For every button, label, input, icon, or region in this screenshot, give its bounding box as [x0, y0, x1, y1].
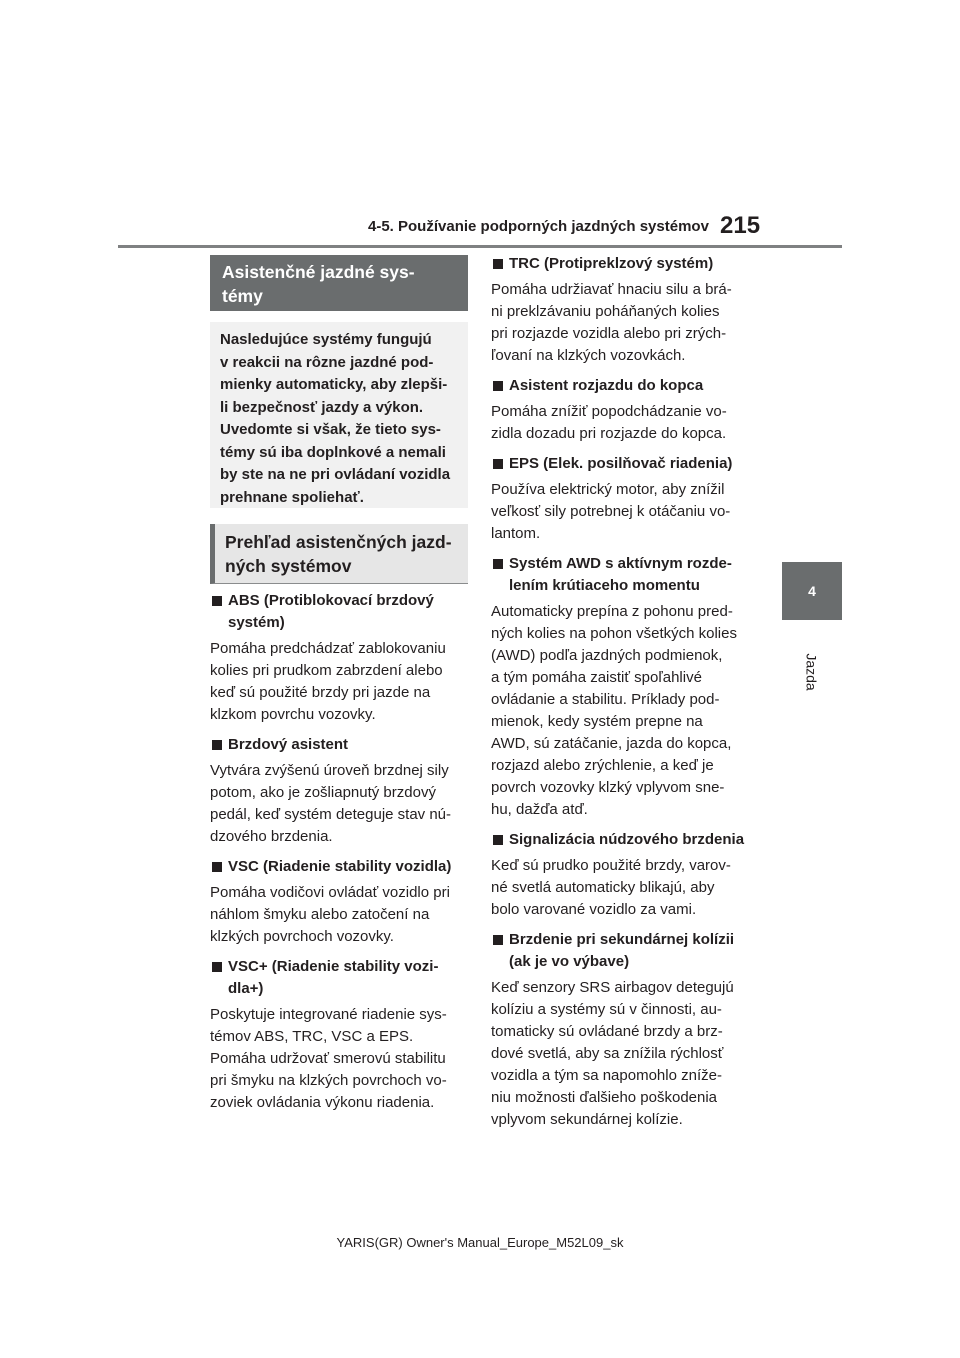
- square-bullet-icon: [493, 459, 503, 469]
- item-heading: [210, 956, 472, 1000]
- header-divider: [118, 245, 842, 248]
- item-title: EPS (Elek. posilňovač riadenia): [509, 455, 733, 472]
- square-bullet-icon: [493, 559, 503, 569]
- square-bullet-icon: [212, 862, 222, 872]
- item-body: Keď senzory SRS airbagov detegujú kolíziu a systémy sú v činnosti, au- tomaticky sú ovládané brzdy a brz- dové svetlá, aby sa znížila rýchlosť vozidla a tým sa napomohlo zníže- niu možnosti ďalšieho poškodenia vplyvom sekundárnej kolízie.: [491, 979, 734, 1128]
- chapter-number: 4: [808, 583, 816, 599]
- heading-overview-text: Prehľad asistenčných jazd- ných systémov: [225, 532, 452, 576]
- page-number: 215: [720, 212, 761, 239]
- item-body: Keď sú prudko použité brzdy, varov- né svetlá automaticky blikajú, aby bolo varované vozidlo za vami.: [491, 857, 731, 918]
- item-hill-start-assist: [491, 375, 753, 445]
- item-title: Systém AWD s aktívnym rozde- lením krútiaceho momentu: [509, 555, 732, 594]
- item-title: VSC+ (Riadenie stability vozi- dla+): [228, 958, 439, 997]
- item-emergency-brake-signal: [491, 829, 753, 921]
- item-heading: [491, 829, 753, 851]
- item-secondary-collision-brake: [491, 929, 753, 1131]
- item-title: Brzdenie pri sekundárnej kolízii (ak je vo výbave): [509, 931, 735, 970]
- item-title: Brzdový asistent: [228, 736, 349, 753]
- chapter-title-vertical: [778, 632, 846, 712]
- item-trc: [491, 253, 753, 367]
- item-body: Vytvára zvýšenú úroveň brzdnej sily potom, ako je zošliapnutý brzdový pedál, keď systém deteguje stav nú- dzového brzdenia.: [210, 762, 452, 845]
- item-body: Poskytuje integrované riadenie sys- témov ABS, TRC, VSC a EPS. Pomáha udržovať smerovú stabilitu pri šmyku na klzkých povrchoch vo- zoviek ovládania výkonu riadenia.: [210, 1006, 447, 1111]
- left-column: [210, 590, 472, 1122]
- item-heading: [491, 553, 753, 597]
- item-heading: [491, 453, 753, 475]
- chapter-number-tab: [782, 562, 842, 620]
- item-body: Pomáha udržiavať hnaciu silu a brá- ni preklzávaniu poháňaných kolies pri rozjazde vozidla alebo pri zrých- ľovaní na klzkých vozovkách.: [491, 281, 732, 364]
- chapter-title: Jazda: [803, 653, 820, 691]
- item-vsc: [210, 856, 472, 948]
- heading-overview: [210, 524, 468, 584]
- item-heading: [491, 253, 753, 275]
- item-body: Pomáha znížiť popodchádzanie vo- zidla dozadu pri rozjazde do kopca.: [491, 403, 727, 442]
- footer-manual-id: YARIS(GR) Owner's Manual_Europe_M52L09_sk: [336, 1235, 624, 1250]
- item-heading: [210, 590, 472, 634]
- item-body: Automaticky prepína z pohonu pred- ných kolies na pohon všetkých kolies (AWD) podľa jazdných podmienok, a tým pomáha zaistiť spoľahlivé ovládanie a stabilitu. Príklady pod- mienok, kedy systém prepne na AWD, sú zatáčanie, jazda do kopca, rozjazd alebo zrýchlenie, a keď je povrch vozovky klzký vplyvom sne- hu, dažďa atď.: [491, 603, 737, 818]
- intro-text: Nasledujúce systémy fungujú v reakcii na rôzne jazdné pod- mienky automaticky, aby zlepši- li bezpečnosť jazdy a výkon. Uvedomte si však, že tieto sys- témy sú iba doplnkové a nemali by ste na ne pri ovládaní vozidla prehnane spoliehať.: [220, 331, 451, 506]
- intro-box: [210, 322, 468, 508]
- heading-assist-systems: [210, 255, 468, 311]
- item-title: TRC (Protipreklzový systém): [509, 255, 714, 272]
- square-bullet-icon: [493, 935, 503, 945]
- item-heading: [210, 856, 472, 878]
- item-body: Pomáha predchádzať zablokovaniu kolies pri prudkom zabrzdení alebo keď sú použité brzdy pri jazde na klzkom povrchu vozovky.: [210, 640, 446, 723]
- heading-assist-systems-text: Asistenčné jazdné sys- témy: [222, 262, 415, 306]
- square-bullet-icon: [493, 835, 503, 845]
- item-vsc-plus: [210, 956, 472, 1114]
- square-bullet-icon: [493, 381, 503, 391]
- item-title: ABS (Protiblokovací brzdový systém): [228, 592, 434, 631]
- item-body: Používa elektrický motor, aby znížil veľkosť sily potrebnej k otáčaniu vo- lantom.: [491, 481, 731, 542]
- item-title: VSC (Riadenie stability vozidla): [228, 858, 452, 875]
- item-eps: [491, 453, 753, 545]
- square-bullet-icon: [493, 259, 503, 269]
- square-bullet-icon: [212, 596, 222, 606]
- item-heading: [491, 375, 753, 397]
- item-title: Signalizácia núdzového brzdenia: [509, 831, 745, 848]
- item-body: Pomáha vodičovi ovládať vozidlo pri náhlom šmyku alebo zatočení na klzkých povrchoch vozovky.: [210, 884, 450, 945]
- item-title: Asistent rozjazdu do kopca: [509, 377, 704, 394]
- item-awd: [491, 553, 753, 821]
- square-bullet-icon: [212, 962, 222, 972]
- section-label: 4-5. Používanie podporných jazdných systémov: [368, 218, 709, 235]
- item-brake-assist: [210, 734, 472, 848]
- item-heading: [210, 734, 472, 756]
- item-heading: [491, 929, 753, 973]
- right-column: [491, 253, 753, 1139]
- item-abs: [210, 590, 472, 726]
- square-bullet-icon: [212, 740, 222, 750]
